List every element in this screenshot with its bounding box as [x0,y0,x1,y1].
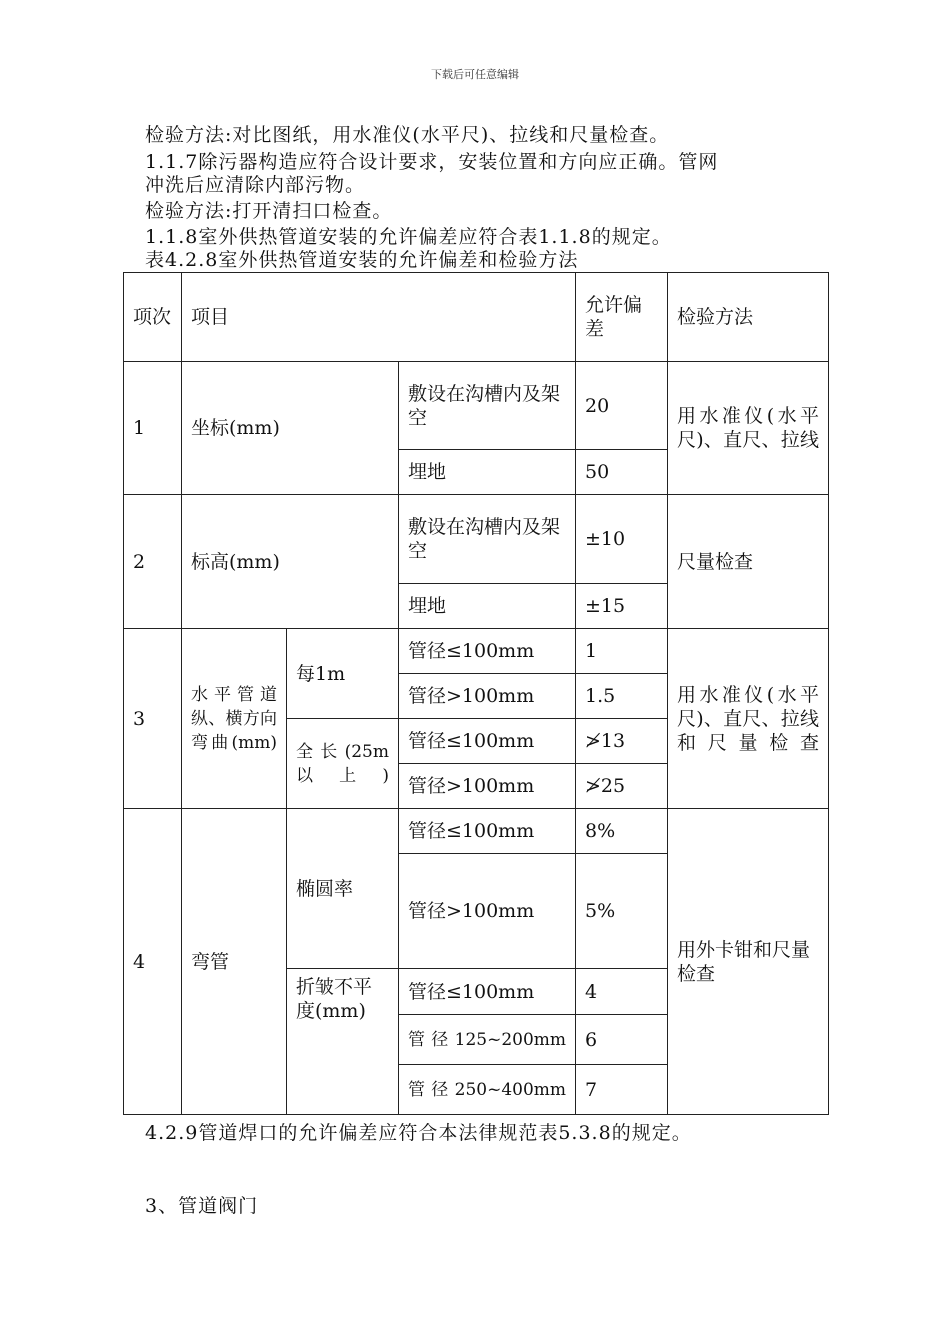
row2-sub-b: 埋地 [399,584,576,629]
row2-method: 尺量检查 [668,495,829,629]
table-caption: 表4.2.8室外供热管道安装的允许偏差和检验方法 [145,249,579,271]
paragraph-check-method-1: 检验方法:对比图纸，用水准仪(水平尺)、拉线和尺量检查。 [145,124,670,146]
row4-val-3: 4 [576,969,668,1015]
row3-cond-3: 管径≤100mm [399,719,576,764]
header-item: 项目 [182,273,576,362]
row4-cond-4: 管径125~200mm [399,1015,576,1065]
row2-val-b: ±15 [576,584,668,629]
header-seq: 项次 [124,273,182,362]
paragraph-4-2-9: 4.2.9管道焊口的允许偏差应符合本法律规范表5.3.8的规定。 [145,1122,692,1144]
page-header: 下载后可任意编辑 [431,68,519,81]
row1-val-a: 20 [576,362,668,450]
row3-group-full-length: 全长(25m以上) [287,719,399,809]
table-header-row [124,273,829,362]
row1-val-b: 50 [576,450,668,495]
table-row [124,629,829,674]
row4-cond-1: 管径≤100mm [399,809,576,854]
row1-method: 用水准仪(水平尺)、直尺、拉线 [668,362,829,495]
paragraph-1-1-7: 1.1.7除污器构造应符合设计要求，安装位置和方向应正确。管网 [145,151,719,173]
row3-cond-1: 管径≤100mm [399,629,576,674]
row2-sub-a: 敷设在沟槽内及架空 [399,495,576,584]
paragraph-1-1-8: 1.1.8室外供热管道安装的允许偏差应符合表1.1.8的规定。 [145,226,672,248]
row4-item: 弯管 [182,809,287,1115]
row3-val-3: ≯13 [576,719,668,764]
header-method: 检验方法 [668,273,829,362]
row4-group-wrinkle: 折皱不平度(mm) [287,969,399,1115]
table-row [124,362,829,450]
row4-seq: 4 [124,809,182,1115]
paragraph-check-method-2: 检验方法:打开清扫口检查。 [145,200,393,222]
row4-val-4: 6 [576,1015,668,1065]
table-row [124,495,829,584]
row3-val-4: ≯25 [576,764,668,809]
tolerance-table [123,272,829,1115]
row4-val-5: 7 [576,1065,668,1115]
row4-cond-2: 管径>100mm [399,854,576,969]
row2-item: 标高(mm) [182,495,399,629]
row3-val-2: 1.5 [576,674,668,719]
section-heading: 3、管道阀门 [145,1195,259,1217]
row3-val-1: 1 [576,629,668,674]
row4-val-1: 8% [576,809,668,854]
row4-method: 用外卡钳和尺量检查 [668,809,829,1115]
row1-sub-a: 敷设在沟槽内及架空 [399,362,576,450]
row1-sub-b: 埋地 [399,450,576,495]
row4-cond-5: 管径250~400mm [399,1065,576,1115]
row3-group-per-meter: 每1m [287,629,399,719]
row4-cond-3: 管径≤100mm [399,969,576,1015]
row3-method: 用水准仪(水平尺)、直尺、拉线和尺量检查 [668,629,829,809]
row3-seq: 3 [124,629,182,809]
row4-val-2: 5% [576,854,668,969]
row3-cond-2: 管径>100mm [399,674,576,719]
row3-cond-4: 管径>100mm [399,764,576,809]
header-tolerance: 允许偏差 [576,273,668,362]
row2-val-a: ±10 [576,495,668,584]
row3-item: 水平管道纵、横方向弯曲(mm) [182,629,287,809]
table-row [124,809,829,854]
paragraph-1-1-7-cont: 冲洗后应清除内部污物。 [145,174,366,196]
row1-seq: 1 [124,362,182,495]
row1-item: 坐标(mm) [182,362,399,495]
row2-seq: 2 [124,495,182,629]
row4-group-ovality: 椭圆率 [287,809,399,969]
